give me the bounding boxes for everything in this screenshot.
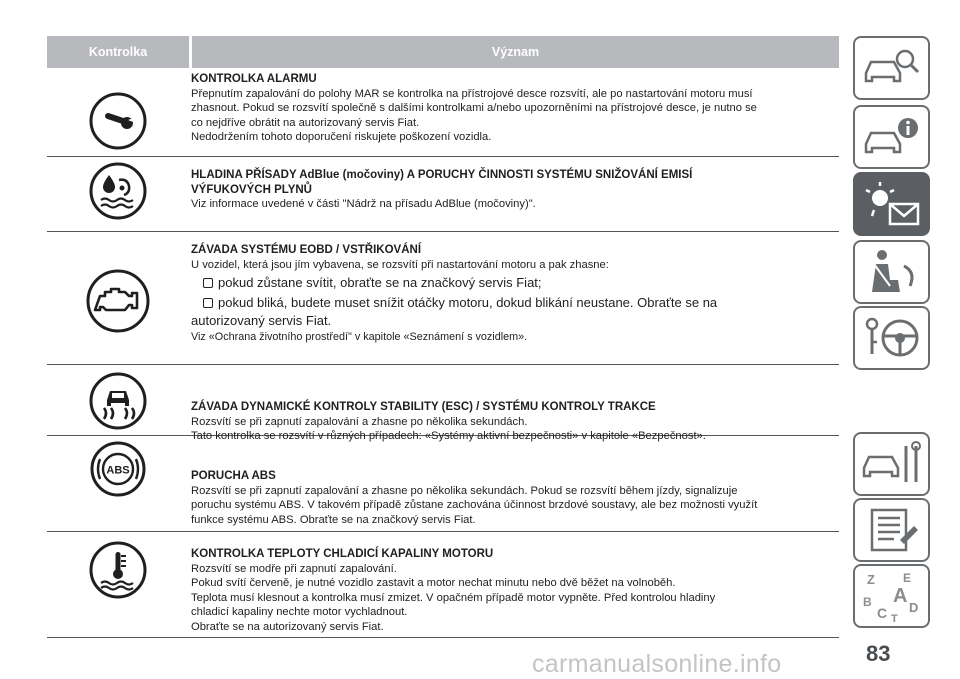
seatbelt-airbag-icon <box>860 246 924 298</box>
svg-text:E: E <box>902 571 911 585</box>
row-text-line: U vozidel, která jsou jím vybavena, se rozsvítí při nastartování motoru a pak zhasne: <box>191 258 609 271</box>
nav-tab-car-search[interactable] <box>853 36 930 100</box>
nav-tab-technical-data[interactable] <box>853 498 930 562</box>
car-search-icon <box>860 43 924 93</box>
watermark: carmanualsonline.info <box>532 650 782 678</box>
svg-text:B: B <box>862 595 872 609</box>
row-text-line: funkce systému ABS. Obraťte se na značkový servis Fiat. <box>191 513 476 526</box>
key-steering-wheel-icon <box>860 312 924 364</box>
row-title: HLADINA PŘÍSADY AdBlue (močoviny) A PORUCHY ČINNOSTI SYSTÉMU SNIŽOVÁNÍ EMISÍ <box>191 169 693 181</box>
table-row <box>47 435 839 532</box>
table-header <box>47 36 839 68</box>
table-row <box>47 364 839 442</box>
row-text-line: Rozsvítí se při zapnutí zapalování a zhasne po několika sekundách. Pokud se rozsvítí během jízdy, signalizuje <box>191 484 738 497</box>
list-item-continuation: autorizovaný servis Fiat. <box>191 313 332 328</box>
nav-tab-index[interactable] <box>853 564 930 628</box>
nav-tab-maintenance[interactable] <box>853 432 930 496</box>
table-row <box>47 68 839 157</box>
adblue-icon <box>89 162 147 220</box>
row-text-line: chladicí kapaliny nechte motor vychladnout. <box>191 606 408 618</box>
nav-tab-warning-lights[interactable] <box>853 172 930 236</box>
svg-text:T: T <box>890 613 898 624</box>
svg-text:D: D <box>908 600 918 615</box>
list-item: pokud zůstane svítit, obraťte se na značkový servis Fiat; <box>203 274 839 292</box>
row-title: ZÁVADA DYNAMICKÉ KONTROLY STABILITY (ESC) / SYSTÉMU KONTROLY TRAKCE <box>191 401 656 413</box>
row-title: PORUCHA ABS <box>191 470 276 482</box>
esc-icon <box>89 372 147 430</box>
svg-text:Z: Z <box>866 572 875 587</box>
wrench-icon <box>89 92 147 150</box>
bullet-icon <box>203 298 213 308</box>
warning-light-envelope-icon <box>860 178 924 230</box>
row-note: Viz «Ochrana životního prostředí" v kapitole «Seznámení s vozidlem». <box>191 331 528 343</box>
table-row <box>47 156 839 232</box>
row-text-line: poruchu systému ABS. V takovém případě zůstane zachována účinnost brzdové soustavy, ale bez možnosti využít <box>191 499 758 511</box>
nav-tab-starting-driving[interactable] <box>853 306 930 370</box>
page-number: 83 <box>866 641 891 666</box>
row-text-line: Teplota musí klesnout a kontrolka musí zmizet. V opačném případě motor vypněte. Před kontrolou hladiny <box>191 591 716 604</box>
engine-icon <box>86 269 150 333</box>
row-text-line: zhasnout. Pokud se rozsvítí společně s dalšími kontrolkami a/nebo upozorněními na přístrojové desce, je nutno se <box>191 102 757 114</box>
row-text-line: Nedodržením tohoto doporučení riskujete poškození vozidla. <box>191 131 492 143</box>
row-text-line: Tato kontrolka se rozsvítí v různých případech: «Systémy aktivní bezpečnosti» v kapitole «Bezpečnost». <box>191 430 706 442</box>
row-title: ZÁVADA SYSTÉMU EOBD / VSTŘIKOVÁNÍ <box>191 244 422 256</box>
abs-label: ABS <box>106 464 130 477</box>
row-text-line: Pokud svítí červeně, je nutné vozidlo zastavit a motor nechat minutu nebo dvě běžet na volnoběh. <box>191 577 676 589</box>
bullet-icon <box>203 278 213 288</box>
row-title-cont: VÝFUKOVÝCH PLYNŮ <box>191 183 312 196</box>
svg-text:C: C <box>876 605 887 621</box>
checklist-icon <box>860 504 924 556</box>
row-title: KONTROLKA TEPLOTY CHLADICÍ KAPALINY MOTORU <box>191 548 494 560</box>
row-text-line: Viz informace uvedené v části "Nádrž na přísadu AdBlue (močoviny)". <box>191 198 536 210</box>
header-kontrolka: Kontrolka <box>88 45 148 59</box>
warning-lights-table <box>47 36 839 633</box>
car-tools-icon <box>860 438 924 490</box>
table-row <box>47 531 839 638</box>
coolant-temp-icon <box>89 541 147 599</box>
row-title: KONTROLKA ALARMU <box>191 73 317 85</box>
row-text-line: Rozsvítí se při zapnutí zapalování a zhasne po několika sekundách. <box>191 415 528 428</box>
row-text-line: Rozsvítí se modře při zapnutí zapalování. <box>191 562 397 575</box>
abs-icon <box>90 441 146 497</box>
list-item: pokud bliká, budete muset snížit otáčky motoru, dokud blikání neustane. Obraťte se na <box>203 294 839 312</box>
table-row <box>47 231 839 365</box>
row-text-line: co nejdříve obrátit na autorizovaný servis Fiat. <box>191 116 420 129</box>
nav-tab-car-info[interactable] <box>853 105 930 169</box>
row-text-line: Přepnutím zapalování do polohy MAR se kontrolka na přístrojové desce rozsvítí, ale po nastartování motoru musí <box>191 87 753 100</box>
header-vyznam: Význam <box>491 45 540 59</box>
alphabet-index-icon <box>859 568 925 624</box>
svg-text:A: A <box>892 585 907 607</box>
row-text-line: Obraťte se na autorizovaný servis Fiat. <box>191 620 384 633</box>
car-info-icon <box>860 112 924 162</box>
nav-tab-safety[interactable] <box>853 240 930 304</box>
